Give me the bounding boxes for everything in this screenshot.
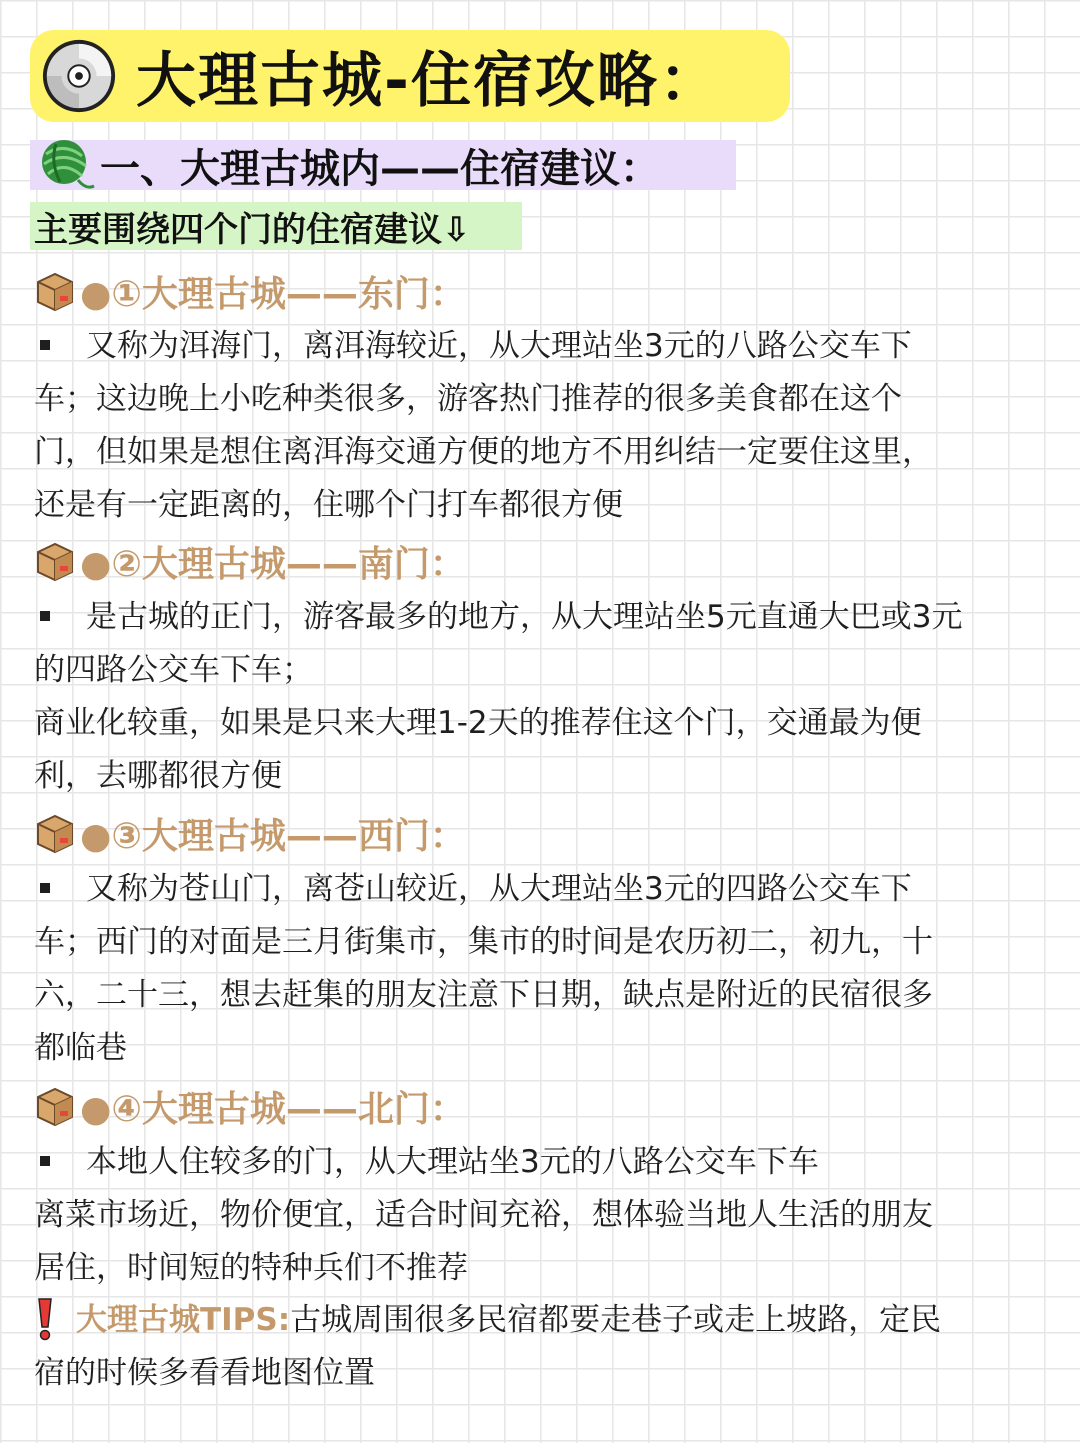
gate-description-north	[34, 1136, 1054, 1295]
paragraph-line	[34, 1136, 1054, 1189]
line-text: 又称为苍山门，离苍山较近，从大理站坐3元的四路公交车下	[86, 871, 912, 907]
tips-block	[34, 1294, 1054, 1400]
paragraph-line: 居住，时间短的特种兵们不推荐	[34, 1250, 468, 1286]
paragraph-line	[34, 591, 1054, 644]
gate-heading-text: ●②大理古城——南门：	[80, 543, 466, 585]
bullet-marker	[40, 340, 50, 350]
yarn-ball-icon	[34, 136, 96, 194]
gate-heading-north	[34, 1083, 466, 1129]
sub-heading	[30, 202, 522, 250]
paragraph-line: 六，二十三，想去赶集的朋友注意下日期，缺点是附近的民宿很多	[34, 977, 933, 1013]
package-box-icon	[34, 540, 76, 582]
paragraph-line: 还是有一定距离的，住哪个门打车都很方便	[34, 487, 623, 523]
gate-description-south	[34, 591, 1054, 803]
paragraph-line: 车；西门的对面是三月街集市，集市的时间是农历初二，初九，十	[34, 924, 933, 960]
bullet-marker	[40, 883, 50, 893]
paragraph-line: 商业化较重，如果是只来大理1-2天的推荐住这个门，交通最为便	[34, 705, 922, 741]
paragraph-line	[34, 863, 1054, 916]
tips-text: 古城周围很多民宿都要走巷子或走上坡路，定民	[290, 1302, 942, 1338]
gate-heading-text: ●③大理古城——西门：	[80, 815, 466, 857]
package-box-icon	[34, 1085, 76, 1127]
package-box-icon	[34, 812, 76, 854]
gate-heading-west	[34, 810, 466, 856]
sub-heading-text: 主要围绕四个门的住宿建议⇩	[34, 209, 471, 250]
tips-line	[34, 1294, 1054, 1347]
page-title: 大理古城-住宿攻略：	[136, 46, 721, 116]
package-box-icon	[34, 270, 76, 312]
title-banner	[30, 30, 790, 122]
paragraph-line: 车；这边晚上小吃种类很多，游客热门推荐的很多美食都在这个	[34, 381, 902, 417]
paragraph-line: 利，去哪都很方便	[34, 758, 282, 794]
bullet-marker	[40, 611, 50, 621]
line-text: 又称为洱海门，离洱海较近，从大理站坐3元的八路公交车下	[86, 328, 912, 364]
cd-disc-icon	[40, 37, 118, 115]
line-text: 本地人住较多的门，从大理站坐3元的八路公交车下车	[86, 1144, 819, 1180]
exclamation-icon	[34, 1297, 56, 1341]
tips-label: 大理古城TIPS:	[76, 1302, 291, 1338]
paragraph-line: 离菜市场近，物价便宜，适合时间充裕，想体验当地人生活的朋友	[34, 1197, 933, 1233]
gate-description-east	[34, 320, 1054, 532]
paragraph-line: 门，但如果是想住离洱海交通方便的地方不用纠结一定要住这里，	[34, 434, 933, 470]
paragraph-line: 都临巷	[34, 1030, 127, 1066]
gate-heading-text: ●①大理古城——东门：	[80, 273, 466, 315]
paragraph-line: 的四路公交车下车；	[34, 652, 313, 688]
gate-heading-text: ●④大理古城——北门：	[80, 1088, 466, 1130]
bullet-marker	[40, 1156, 50, 1166]
section-heading-text: 一、大理古城内——住宿建议：	[100, 145, 660, 192]
paragraph-line	[34, 320, 1054, 373]
gate-description-west	[34, 863, 1054, 1075]
gate-heading-south	[34, 538, 466, 584]
section-heading	[30, 140, 736, 190]
line-text: 是古城的正门，游客最多的地方，从大理站坐5元直通大巴或3元	[86, 599, 963, 635]
tips-line: 宿的时候多看看地图位置	[34, 1355, 375, 1391]
gate-heading-east	[34, 268, 466, 314]
